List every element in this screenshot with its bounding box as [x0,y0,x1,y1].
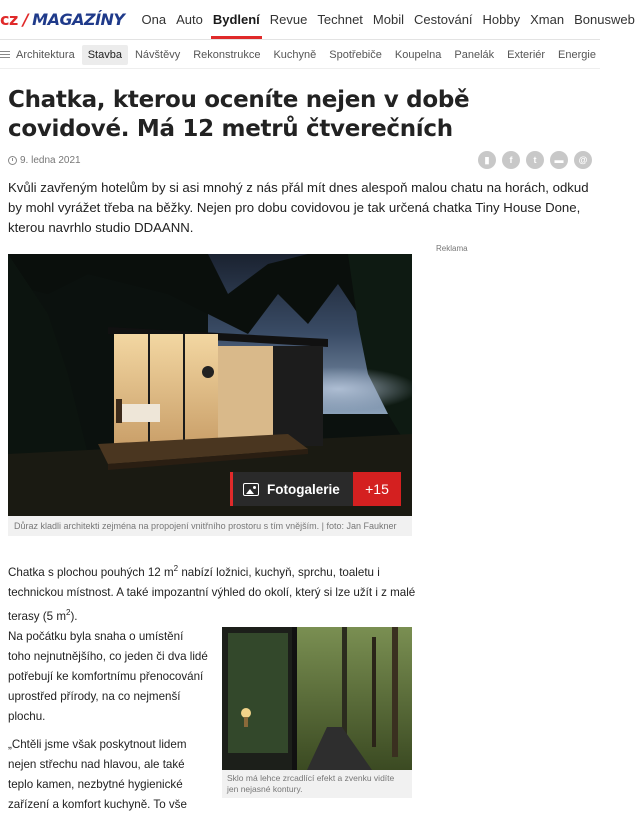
second-photo-caption: Sklo má lehce zrcadlící efekt a zvenku vidíte jen nejasné kontury. [222,770,412,798]
facebook-icon[interactable]: f [502,151,520,169]
twitter-icon[interactable]: t [526,151,544,169]
photo-caption: Důraz kladli architekti zejména na propojení vnitřního prostoru s tím vnějším. | foto: Jan Faukner [8,516,412,536]
subnav-item-navstevy[interactable]: Návštěvy [134,48,181,61]
ad-label: Reklama [436,244,468,253]
article-date: 9. ledna 2021 [20,155,81,166]
bookmark-icon[interactable]: ▮ [478,151,496,169]
top-navigation [0,0,635,40]
subnav-item-koupelna[interactable]: Koupelna [394,48,442,61]
gallery-button[interactable] [230,472,401,506]
subnav-item-kuchyne[interactable]: Kuchyně [273,48,317,61]
comment-icon[interactable]: ▬ [550,151,568,169]
forest-glass-illustration [222,627,412,770]
subnav-item-exterier[interactable]: Exteriér [507,48,546,61]
share-bar [478,151,592,169]
sub-navigation [0,41,600,69]
logo-slash: / [22,10,29,29]
article-paragraph-3: „Chtěli jsme však poskytnout lidem nejen střechu nad hlavou, ale také teplo kamen, nezbytné hygienické zařízení a komfort kuchyně. To vše [8,738,187,811]
nav-item-revue[interactable]: Revue [269,11,308,27]
email-icon[interactable]: @ [574,151,592,169]
image-gallery-icon [243,483,259,496]
article-paragraph-1 [8,559,418,627]
gallery-label-box[interactable] [230,472,353,506]
p1-part-a: Chatka s plochou pouhých 12 m [8,565,174,579]
nav-item-cestovani[interactable]: Cestování [414,11,473,27]
gallery-label: Fotogalerie [267,481,340,497]
nav-item-xman[interactable]: Xman [530,11,565,27]
subnav-item-rekonstrukce[interactable]: Rekonstrukce [193,48,261,61]
nav-item-bonusweb[interactable]: Bonusweb [574,11,635,27]
nav-item-hobby[interactable]: Hobby [482,11,521,27]
nav-item-bydleni[interactable]: Bydlení [208,0,265,40]
logo-magaziny: MAGAZÍNY [32,10,125,29]
nav-item-technet[interactable]: Technet [317,11,363,27]
menu-icon[interactable] [0,41,10,69]
second-photo[interactable] [222,627,412,770]
p1-part-b: nabízí ložnici, kuchyň, sprchu, toaletu i technickou místnost. A také impozantní výhled do okolí, který si lze užít i z malé terasy (5 m [8,565,416,623]
article-lead: Kvůli zavřeným hotelům by si asi mnohý z nás přál mít dnes alespoň malou chatu na horách, odkud by mohl vyrážet třeba na běžky. Nejen pro dobu covidovou je tak určená chatka Tiny House Done, kterou navrhlo studio DDAANN. [8,180,589,235]
p1-superscript-2: 2 [65,607,71,617]
subnav-item-spotrebice[interactable]: Spotřebiče [329,48,382,61]
article-dateline [8,155,81,166]
clock-icon [8,156,17,165]
logo-cz: cz [0,10,18,29]
article-title: Chatka, kterou oceníte nejen v době covidové. Má 12 metrů čtverečních [8,87,470,142]
subnav-item-panelak[interactable]: Panelák [454,48,495,61]
gallery-count[interactable]: +15 [353,472,401,506]
site-logo[interactable] [0,10,125,29]
subnav-item-stavba[interactable]: Stavba [82,45,128,65]
nav-item-auto[interactable]: Auto [176,11,203,27]
subnav-item-architektura[interactable]: Architektura [16,48,75,61]
p1-superscript-1: 2 [173,564,179,573]
article-paragraph-2: Na počátku byla snaha o umístění toho nejnutnějšího, co jeden či dva lidé potřebují ke komfortnímu přenocování uprostřed přírody, na co nejmenší plochu. [8,630,208,723]
subnav-item-energie[interactable]: Energie [558,48,596,61]
p1-part-c: ). [70,609,78,623]
nav-item-mobil[interactable]: Mobil [372,11,404,27]
nav-item-ona[interactable]: Ona [141,11,167,27]
